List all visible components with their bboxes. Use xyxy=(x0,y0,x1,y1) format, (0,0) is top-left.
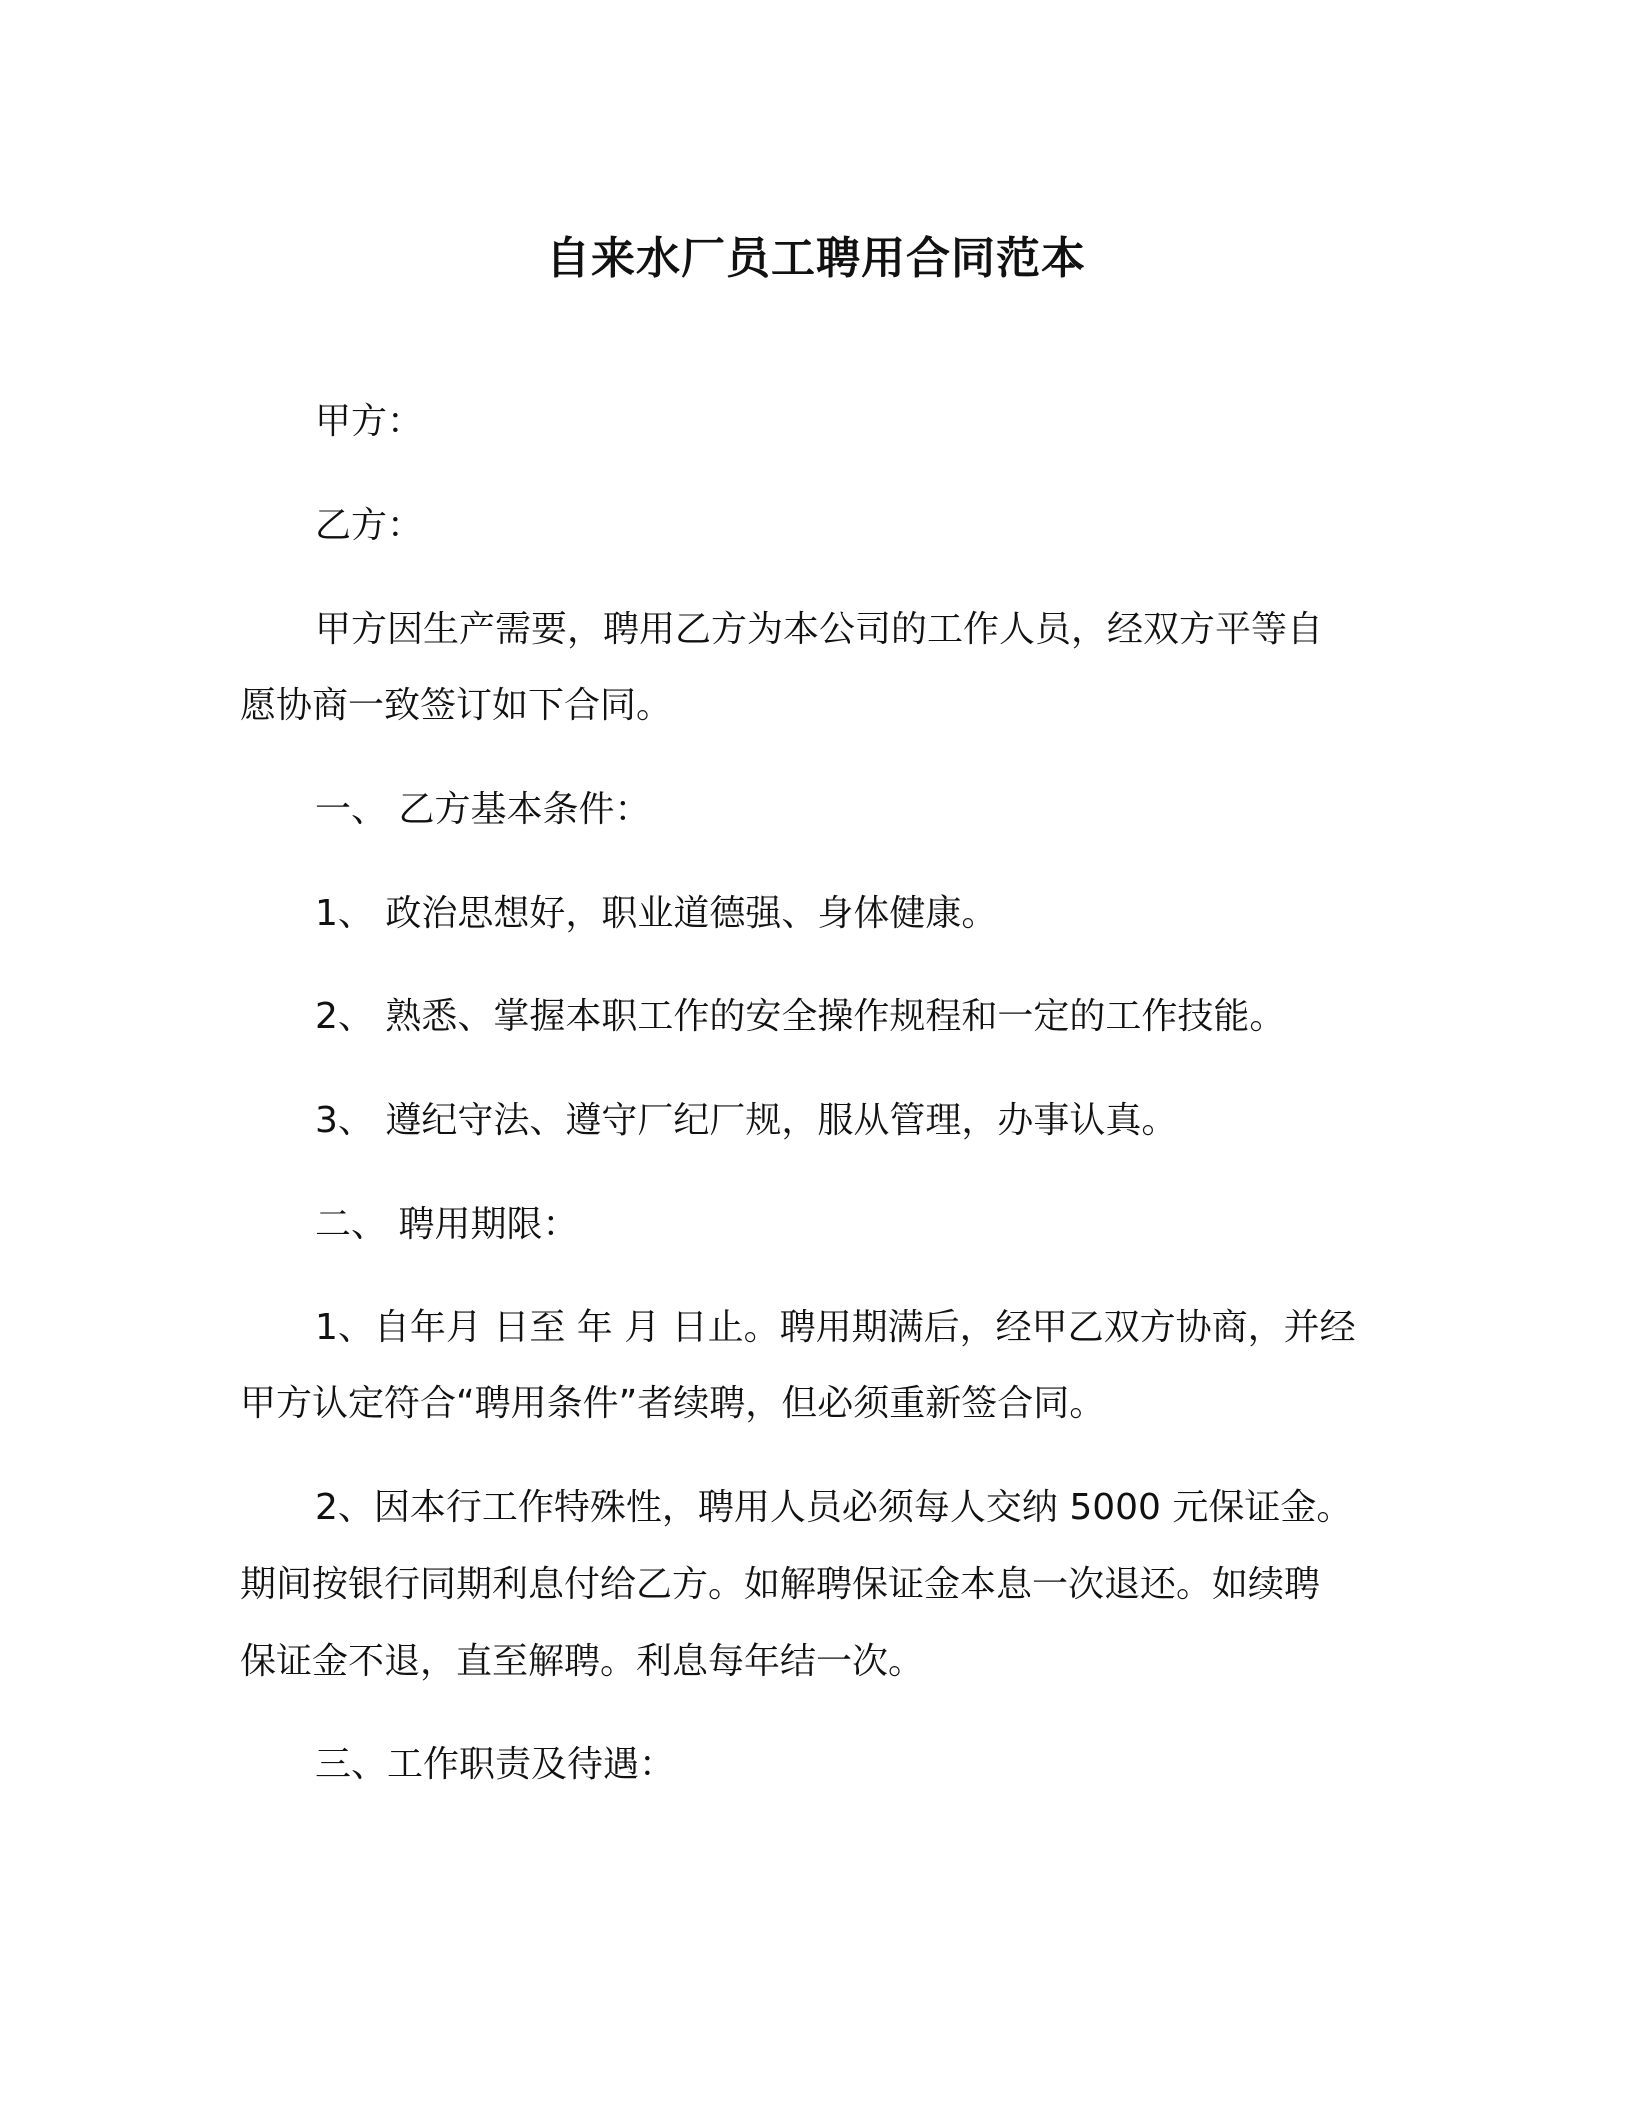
section-heading-2: 二、 聘用期限： xyxy=(315,1204,579,1245)
condition-item-3: 3、 遵纪守法、遵守厂纪厂规，服从管理，办事认真。 xyxy=(315,1100,1178,1141)
term-item-2-line-1: 2、因本行工作特殊性，聘用人员必须每人交纳 5000 元保证金。 xyxy=(315,1487,1353,1528)
term-item-1-line-2: 甲方认定符合“聘用条件”者续聘，但必须重新签合同。 xyxy=(240,1383,1106,1424)
term-item-2-line-3: 保证金不退，直至解聘。利息每年结一次。 xyxy=(240,1641,925,1682)
term-item-1-line-1: 1、自年月 日至 年 月 日止。聘用期满后，经甲乙双方协商，并经 xyxy=(315,1307,1356,1348)
section-heading-3: 三、工作职责及待遇： xyxy=(315,1744,676,1785)
term-item-2-line-2: 期间按银行同期利息付给乙方。如解聘保证金本息一次退还。如续聘 xyxy=(240,1564,1321,1605)
document-title: 自来水厂员工聘用合同范本 xyxy=(546,233,1086,284)
section-heading-1: 一、 乙方基本条件： xyxy=(315,789,651,830)
condition-item-2: 2、 熟悉、掌握本职工作的安全操作规程和一定的工作技能。 xyxy=(315,996,1286,1037)
party-b-line: 乙方： xyxy=(315,505,424,546)
intro-line-2: 愿协商一致签订如下合同。 xyxy=(240,685,673,726)
party-a-line: 甲方： xyxy=(315,401,424,442)
intro-line-1: 甲方因生产需要，聘用乙方为本公司的工作人员，经双方平等自 xyxy=(315,609,1324,650)
condition-item-1: 1、 政治思想好，职业道德强、身体健康。 xyxy=(315,893,998,934)
